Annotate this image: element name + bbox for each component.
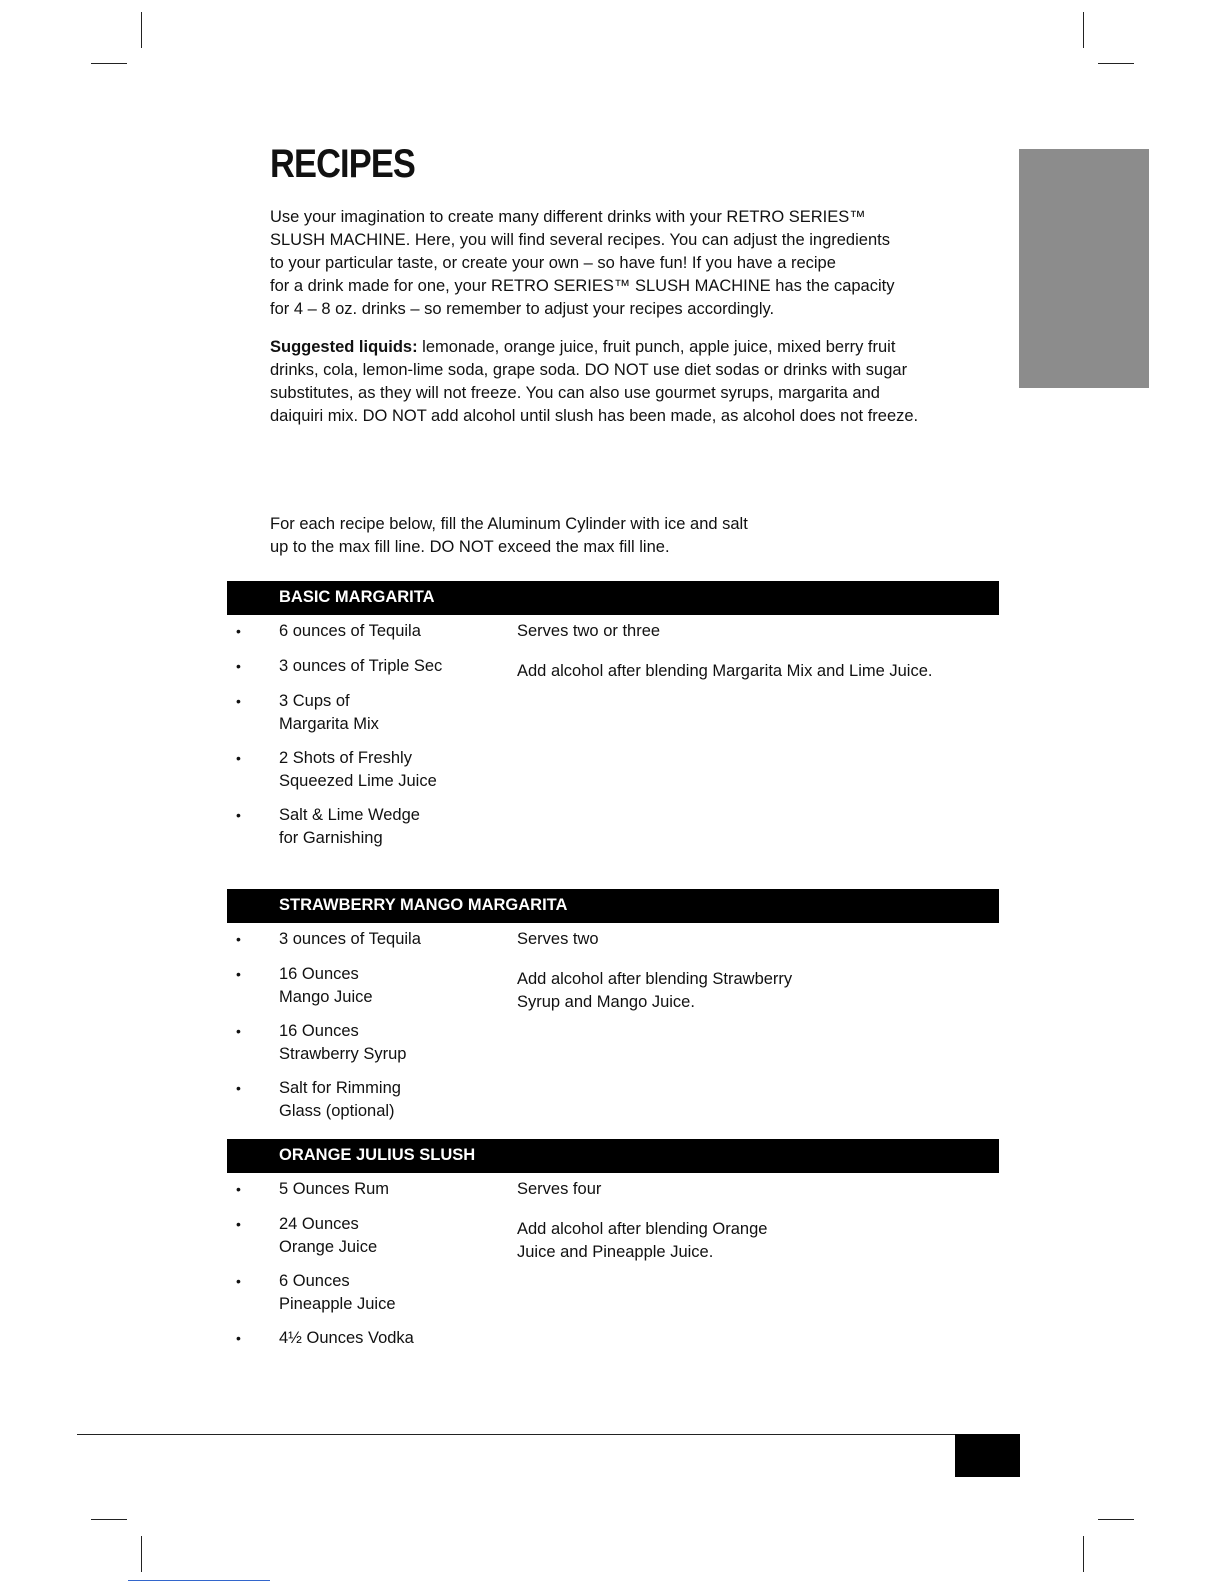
intro-line: for 4 – 8 oz. drinks – so remember to adjust your recipes accordingly. — [270, 300, 775, 318]
liquids-line: daiquiri mix. DO NOT add alcohol until slush has been made, as alcohol does not freeze. — [270, 407, 919, 425]
bullet: • — [236, 966, 241, 982]
recipe-header — [227, 1139, 999, 1173]
instruction-line: Juice and Pineapple Juice. — [517, 1243, 714, 1261]
instruction-line: Add alcohol after blending Strawberry — [517, 970, 793, 988]
liquids-text: lemonade, orange juice, fruit punch, apple juice, mixed berry fruit — [417, 338, 896, 356]
bullet: • — [236, 693, 241, 709]
suggested-liquids-paragraph — [270, 336, 1000, 428]
intro-line: SLUSH MACHINE. Here, you will find several recipes. You can adjust the ingredients — [270, 231, 890, 249]
ingredient-text: 3 ounces of Tequila — [279, 930, 421, 948]
fill-note-line: up to the max fill line. DO NOT exceed the max fill line. — [270, 538, 670, 556]
crop-mark — [91, 63, 127, 64]
ingredient-text: 4½ Ounces Vodka — [279, 1329, 414, 1347]
instruction-line: Syrup and Mango Juice. — [517, 993, 695, 1011]
page-number-box — [955, 1434, 1020, 1477]
intro-line: for a drink made for one, your RETRO SERIES™ SLUSH MACHINE has the capacity — [270, 277, 895, 295]
ingredient-text: 3 ounces of Triple Sec — [279, 657, 443, 675]
bullet: • — [236, 658, 241, 674]
bottom-link-underline — [128, 1580, 270, 1581]
bullet: • — [236, 931, 241, 947]
ingredient-text: Squeezed Lime Juice — [279, 772, 437, 790]
crop-mark — [1083, 1536, 1084, 1572]
recipe-name: BASIC MARGARITA — [279, 588, 435, 606]
fill-note-line: For each recipe below, fill the Aluminum Cylinder with ice and salt — [270, 515, 748, 533]
footer-rule — [77, 1434, 957, 1435]
liquids-line: substitutes, as they will not freeze. You can also use gourmet syrups, margarita and — [270, 384, 880, 402]
ingredient-text: Pineapple Juice — [279, 1295, 396, 1313]
liquids-line: drinks, cola, lemon-lime soda, grape soda. DO NOT use diet sodas or drinks with sugar — [270, 361, 908, 379]
ingredient-text: Margarita Mix — [279, 715, 379, 733]
serves-label: Serves four — [517, 1180, 602, 1198]
crop-mark — [141, 12, 142, 48]
intro-line: to your particular taste, or create your own – so have fun! If you have a recipe — [270, 254, 836, 272]
crop-mark — [91, 1519, 127, 1520]
crop-mark — [1098, 1519, 1134, 1520]
crop-mark — [1083, 12, 1084, 48]
liquids-line — [270, 336, 1000, 359]
bullet: • — [236, 1330, 241, 1346]
ingredient-text: Strawberry Syrup — [279, 1045, 407, 1063]
intro-paragraph — [270, 206, 1000, 321]
ingredient-text: 6 Ounces — [279, 1272, 350, 1290]
recipe-name: ORANGE JULIUS SLUSH — [279, 1146, 476, 1164]
bullet: • — [236, 1216, 241, 1232]
serves-text — [517, 928, 997, 951]
crop-mark — [1098, 63, 1134, 64]
serves-label: Serves two or three — [517, 622, 661, 640]
fill-instructions — [270, 513, 1000, 559]
bullet: • — [236, 1181, 241, 1197]
ingredient-text: Glass (optional) — [279, 1102, 395, 1120]
serves-text — [517, 1178, 997, 1201]
ingredient-text: 6 ounces of Tequila — [279, 622, 421, 640]
serves-text — [517, 620, 997, 643]
ingredient-text: 5 Ounces Rum — [279, 1180, 390, 1198]
ingredient-text: Mango Juice — [279, 988, 373, 1006]
recipe-name: STRAWBERRY MANGO MARGARITA — [279, 896, 568, 914]
intro-line: Use your imagination to create many different drinks with your RETRO SERIES™ — [270, 208, 866, 226]
ingredient-text: Salt for Rimming — [279, 1079, 401, 1097]
recipe-header — [227, 889, 999, 923]
suggested-liquids-label: Suggested liquids: — [270, 338, 418, 356]
recipe-header — [227, 581, 999, 615]
bullet: • — [236, 1080, 241, 1096]
section-side-tab — [1019, 149, 1149, 388]
ingredient-text: 24 Ounces — [279, 1215, 359, 1233]
ingredient-text: 16 Ounces — [279, 1022, 359, 1040]
recipe-instruction — [517, 1218, 997, 1264]
ingredient-text: 16 Ounces — [279, 965, 359, 983]
ingredient-text: Salt & Lime Wedge — [279, 806, 420, 824]
ingredient-text: 3 Cups of — [279, 692, 350, 710]
page-title: RECIPES — [270, 142, 416, 186]
bullet: • — [236, 623, 241, 639]
ingredient-text: for Garnishing — [279, 829, 383, 847]
bullet: • — [236, 1023, 241, 1039]
instruction-line: Add alcohol after blending Orange — [517, 1220, 768, 1238]
instruction-line: Add alcohol after blending Margarita Mix and Lime Juice. — [517, 662, 933, 680]
crop-mark — [141, 1536, 142, 1572]
serves-label: Serves two — [517, 930, 599, 948]
recipe-instruction — [517, 968, 997, 1014]
ingredient-text: 2 Shots of Freshly — [279, 749, 412, 767]
bullet: • — [236, 1273, 241, 1289]
bullet: • — [236, 750, 241, 766]
bullet: • — [236, 807, 241, 823]
ingredient-text: Orange Juice — [279, 1238, 378, 1256]
recipe-instruction — [517, 660, 997, 683]
